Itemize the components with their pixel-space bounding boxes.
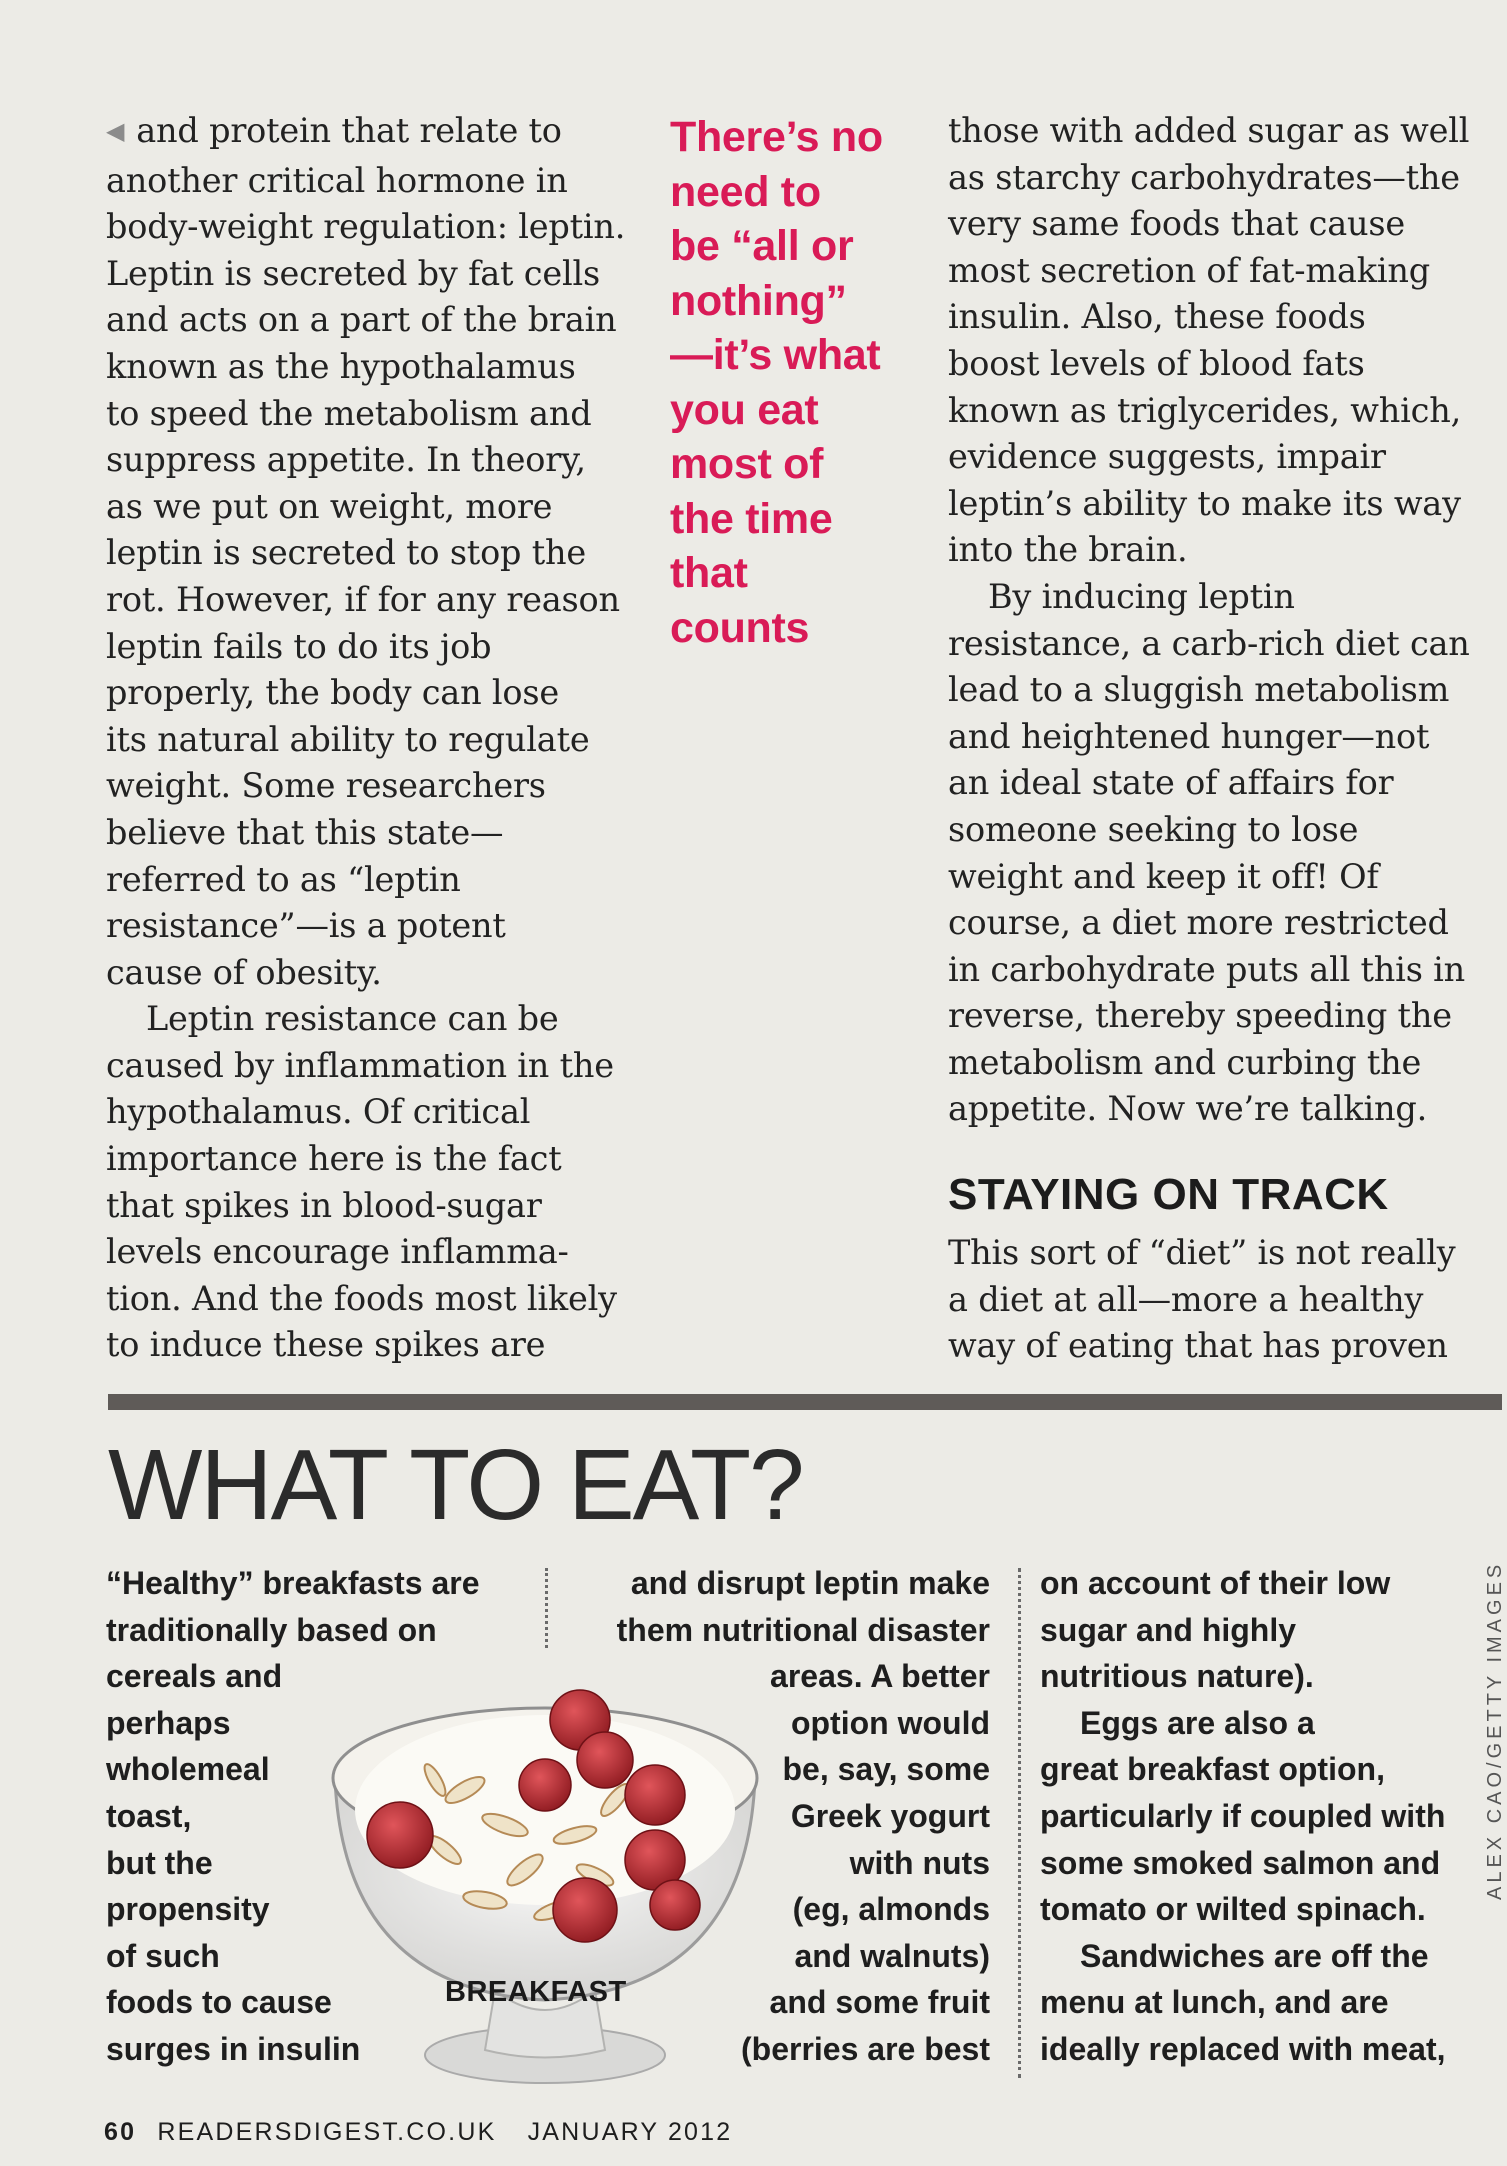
text-line: way of eating that has proven	[948, 1326, 1448, 1366]
text-line: body-weight regulation: leptin.	[106, 207, 626, 247]
publication-url: READERSDIGEST.CO.UK	[157, 2118, 497, 2146]
text-line: hypothalamus. Of critical	[106, 1092, 531, 1132]
text-line: ideally replaced with meat,	[1040, 2030, 1446, 2067]
text-line: those with added sugar as well	[948, 111, 1470, 150]
text-line: Greek yogurt	[790, 1797, 990, 1834]
pull-quote-line: nothing”	[670, 276, 847, 325]
text-line: that spikes in blood-sugar	[106, 1185, 542, 1225]
text-line: to speed the metabolism and	[106, 393, 592, 433]
text-line: areas. A better	[770, 1658, 990, 1695]
text-line: weight and keep it off! Of	[948, 856, 1379, 896]
text-line: cause of obesity.	[106, 952, 382, 992]
text-line: with nuts	[849, 1844, 990, 1881]
text-line: great breakfast option,	[1040, 1751, 1385, 1788]
text-line: caused by inflammation in the	[106, 1045, 614, 1085]
column-divider	[1018, 1568, 1021, 2078]
text-line: (berries are best	[740, 2030, 990, 2067]
text-line: as we put on weight, more	[106, 486, 553, 526]
pull-quote-line: most of	[670, 440, 824, 488]
body-column-1	[106, 108, 626, 1369]
text-line: traditionally based on	[106, 1611, 437, 1648]
section-divider	[108, 1394, 1502, 1410]
text-line: sugar and highly	[1040, 1611, 1297, 1648]
pull-quote-line: the time	[670, 494, 833, 543]
text-line: but the	[106, 1844, 213, 1881]
sidebar-column-3	[1040, 1560, 1445, 2073]
pull-quote-line: you eat	[670, 385, 819, 434]
text-line: surges in insulin	[106, 2030, 361, 2067]
text-line: most secretion of fat-making	[948, 250, 1430, 290]
text-line: metabolism and curbing the	[948, 1042, 1422, 1082]
text-line: very same foods that cause	[948, 204, 1406, 244]
text-line: foods to cause	[106, 1984, 332, 2021]
text-line: reverse, thereby speeding the	[948, 996, 1452, 1036]
text-line: and acts on a part of the brain	[106, 300, 617, 340]
breakfast-bowl-image	[325, 1660, 765, 2090]
text-line: evidence suggests, impair	[948, 437, 1386, 477]
text-line: rot. However, if for any reason	[106, 579, 620, 619]
text-line: and walnuts)	[794, 1937, 990, 1974]
text-line: perhaps	[106, 1704, 231, 1741]
text-line: ◀ and protein that relate to	[106, 111, 562, 150]
text-line: (eg, almonds	[792, 1891, 990, 1928]
text-line: leptin fails to do its job	[106, 626, 492, 666]
text-line: option would	[790, 1704, 990, 1741]
text-line: believe that this state—	[106, 812, 504, 852]
text-line: to induce these spikes are	[106, 1325, 546, 1365]
text-line: leptin is secreted to stop the	[106, 533, 586, 573]
text-line: weight. Some researchers	[106, 766, 546, 806]
text-line: and some fruit	[769, 1984, 990, 2021]
text-line: tomato or wilted spinach.	[1040, 1891, 1426, 1928]
text-line: a diet at all—more a healthy	[948, 1279, 1424, 1319]
text-line: course, a diet more restricted	[948, 903, 1449, 943]
text-line: insulin. Also, these foods	[948, 297, 1366, 337]
text-line: levels encourage inflamma-	[106, 1232, 569, 1272]
text-line: wholemeal	[106, 1751, 270, 1788]
text-line: into the brain.	[948, 530, 1188, 570]
text-line: Leptin is secreted by fat cells	[106, 253, 600, 293]
text-line: Sandwiches are off the	[1080, 1937, 1429, 1974]
text-line: This sort of “diet” is not really	[948, 1233, 1456, 1272]
text-line: someone seeking to lose	[948, 809, 1359, 849]
pull-quote-line: be “all or	[670, 222, 854, 270]
text-line: By inducing leptin	[988, 576, 1295, 616]
text-line: properly, the body can lose	[106, 673, 560, 713]
text-line: “Healthy” breakfasts are	[106, 1565, 480, 1601]
text-line: be, say, some	[782, 1751, 990, 1788]
photo-credit: ALEX CAO/GETTY IMAGES	[1484, 1560, 1506, 1900]
text-line: on account of their low	[1040, 1565, 1391, 1601]
image-caption: BREAKFAST	[445, 1976, 627, 2008]
body-column-3	[948, 108, 1473, 1133]
text-line: another critical hormone in	[106, 160, 568, 200]
text-line: cereals and	[106, 1658, 283, 1695]
text-line: an ideal state of affairs for	[948, 763, 1394, 803]
text-line: as starchy carbohydrates—the	[948, 157, 1460, 197]
text-line: menu at lunch, and are	[1040, 1984, 1389, 2021]
text-line: its natural ability to regulate	[106, 719, 590, 759]
text-line: leptin’s ability to make its way	[948, 483, 1461, 523]
text-line: suppress appetite. In theory,	[106, 440, 586, 480]
text-line: known as triglycerides, which,	[948, 390, 1462, 430]
text-line: and heightened hunger—not	[948, 716, 1430, 756]
text-line: boost levels of blood fats	[948, 343, 1365, 383]
pull-quote-line: need to	[670, 167, 821, 216]
body-column-3-continued	[948, 1230, 1473, 1370]
continue-arrow-icon: ◀	[106, 117, 125, 145]
text-line: toast,	[106, 1797, 192, 1834]
text-line: nutritious nature).	[1040, 1658, 1314, 1695]
section-title: WHAT TO EAT?	[108, 1429, 803, 1541]
text-line: Eggs are also a	[1080, 1704, 1315, 1741]
pull-quote-line: There’s no	[670, 113, 883, 161]
text-line: referred to as “leptin	[106, 859, 461, 899]
text-line: tion. And the foods most likely	[106, 1278, 617, 1318]
text-line: them nutritional disaster	[616, 1611, 990, 1648]
text-line: resistance, a carb-rich diet can	[948, 623, 1470, 663]
section-subhead: STAYING ON TRACK	[948, 1170, 1389, 1219]
text-line: lead to a sluggish metabolism	[948, 670, 1450, 710]
text-line: of such	[106, 1937, 220, 1974]
text-line: and disrupt leptin make	[630, 1565, 990, 1601]
column-divider	[545, 1568, 548, 1648]
text-line: Leptin resistance can be	[146, 999, 559, 1039]
text-line: importance here is the fact	[106, 1139, 562, 1179]
text-line: propensity	[106, 1891, 270, 1928]
issue-date: JANUARY 2012	[527, 2118, 733, 2146]
text-line: appetite. Now we’re talking.	[948, 1089, 1428, 1129]
pull-quote-line: —it’s what	[670, 331, 881, 379]
pull-quote	[670, 110, 915, 655]
text-line: known as the hypothalamus	[106, 346, 576, 386]
text-line: particularly if coupled with	[1040, 1797, 1446, 1834]
pull-quote-line: counts	[670, 603, 810, 652]
page-number: 60	[104, 2118, 137, 2146]
pull-quote-line: that	[670, 549, 748, 597]
text-line: some smoked salmon and	[1040, 1844, 1441, 1881]
text-line: in carbohydrate puts all this in	[948, 949, 1466, 989]
text-line: resistance”—is a potent	[106, 906, 506, 946]
page-footer	[104, 2118, 732, 2147]
